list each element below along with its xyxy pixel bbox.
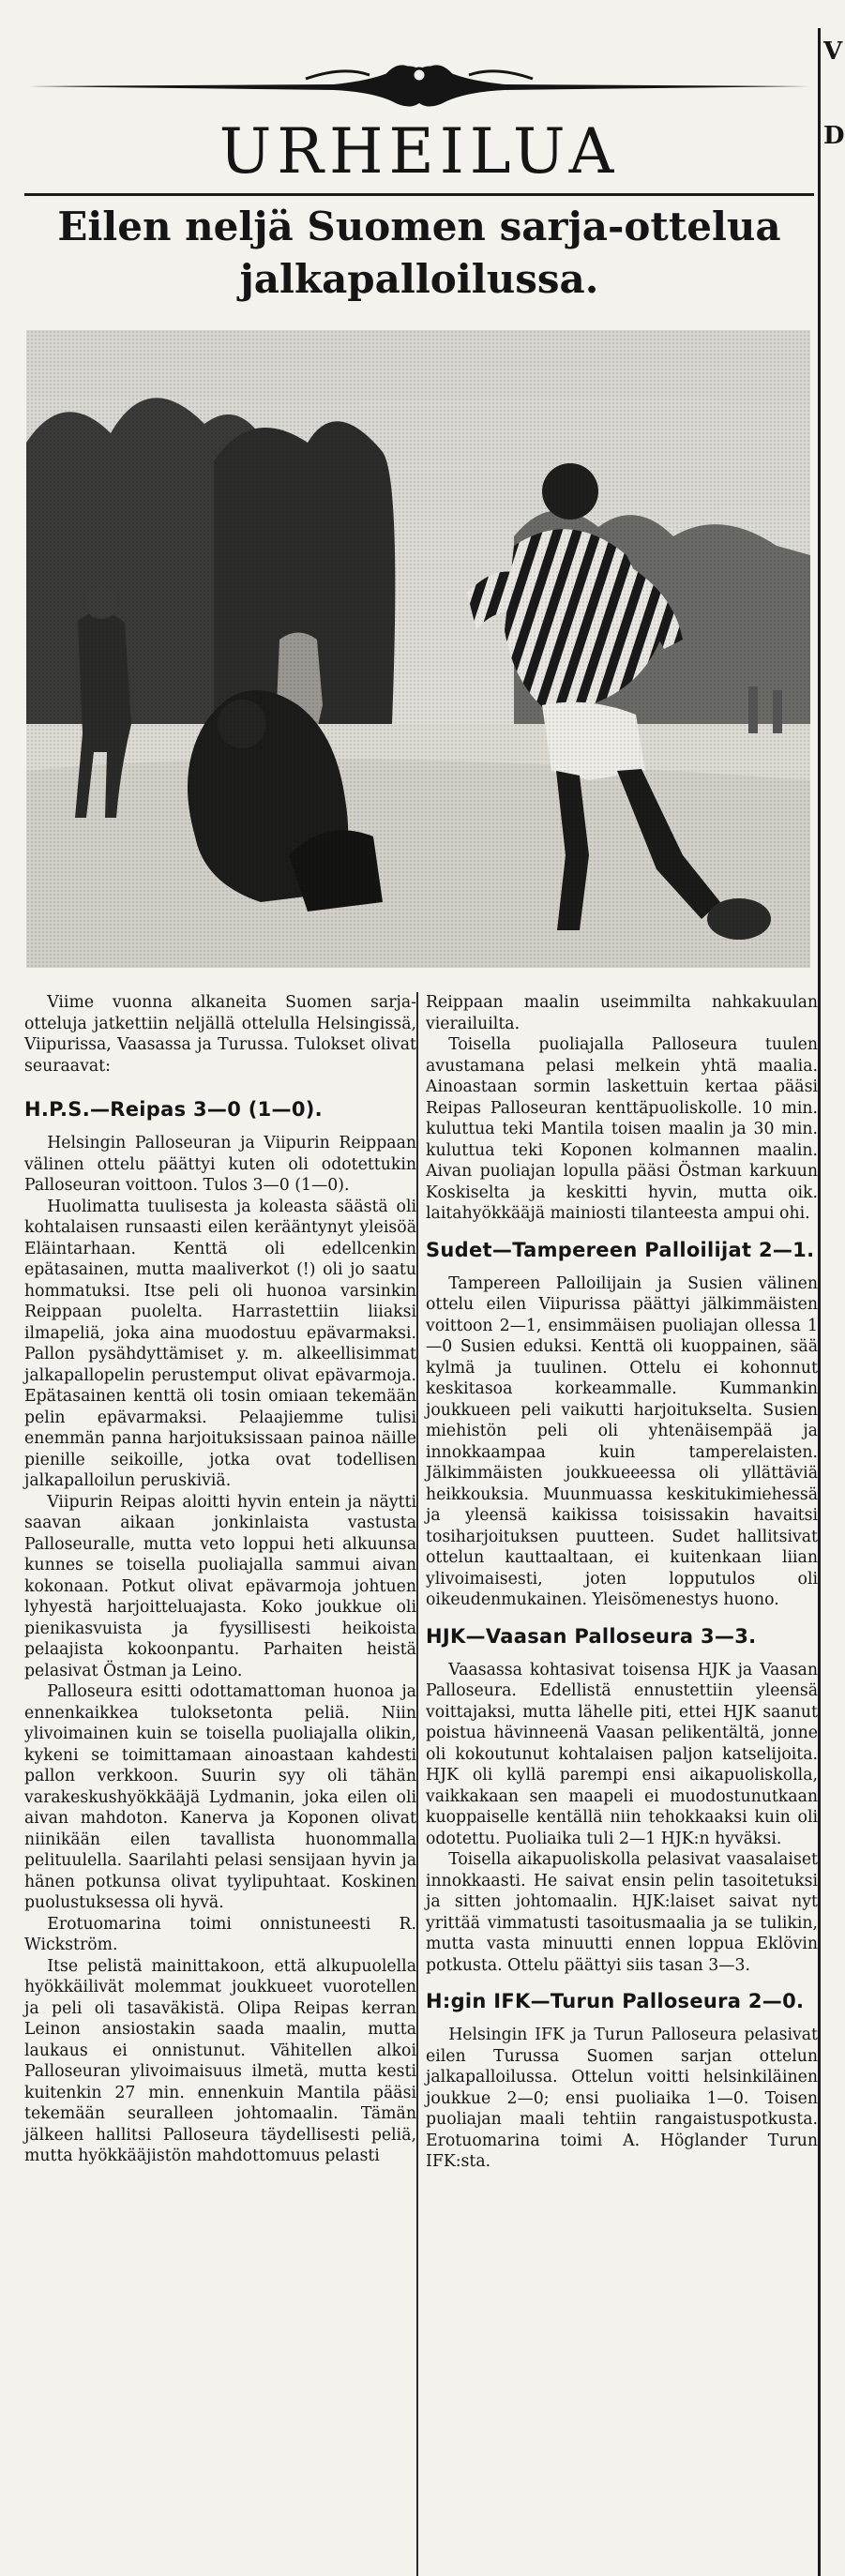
body-paragraph: Vaasassa kohtasivat toisensa HJK ja Vaasan Palloseura. Edellistä ennustettiin yleensä voittajaksi, mutta lähelle piti, ettei HJK saanut poistua hävinneenä Vaasan pelikentältä, jonne oli kokoutunut kohtalaisen paljon katselijoita. HJK oli kyllä parempi ensi aikapuoliskolla, vaikkakaan sen maapeli ei muodostunutkaan kuoppaiselle kentällä niin tehokkaaksi kuin oli odotettu. Puoliaika tuli 2—1 HJK:n hyväksi. <box>426 1660 818 1848</box>
body-paragraph: Huolimatta tuulisesta ja koleasta säästä oli kohtalaisen runsaasti eilen kerääntynyt yleisöä Eläintarhaan. Kenttä oli edellcenkin epätasainen, mutta maaliverkot (!) oli jo saatu hommatuksi. Itse peli oli huonoa varsinkin Reippaan puolelta. Harrastettiin liiaksi ilmapeliä, joka aina muodostuu epävarmaksi. Pallon pysähdyttämiset y. m. alkeellisimmat jalkapallopelin perustemput olivat epävarmoja. Epätasainen kenttä oli tosin omiaan tekemään pelin epävarmaksi. Pelaajiemme tulisi enemmän panna harjoituksissaan painoa näille pienille seikoille, jotka ovat todellisen jalkapalloilun peruskiviä. <box>24 1197 416 1490</box>
edge-fragment: D <box>823 122 845 150</box>
main-headline: Eilen neljä Suomen sarja-ottelua jalkapalloilussa. <box>57 203 781 302</box>
ornamental-header-rule <box>24 47 814 122</box>
column-rule-right-edge <box>818 28 821 2576</box>
body-paragraph: Itse pelistä mainittakoon, että alkupuolella hyökkäilivät molemmat joukkueet vuorotellen ja peli oli tasaväkistä. Olipa Reipas kerran Leinon ansiostakin saada maalin, mutta laukaus ei onnistunut. Vähitellen alkoi Palloseuran ylivoimaisuus ilmetä, mutta kesti kuitenkin 27 min. ennenkuin Mantila pääsi tekemään seuralleen johtomaalin. Tämän jälkeen hallitsi Palloseura täydellisesti peliä, mutta hyökkääjistön mahdottomuus pelasti <box>24 1956 416 2165</box>
body-paragraph: Viipurin Reipas aloitti hyvin entein ja näytti saavan aikaan jonkinlaista vastusta Palloseuralle, mutta veto loppui heti alkuunsa kunnes se toisella puoliajalla sammui aivan kokonaan. Potkut olivat epävarmoja johtuen lyhyestä harjoitteluajasta. Koko joukkue oli pienikasvuista ja fyysillisesti heikoista pelaajista kokoonpantu. Parhaiten heistä pelasivat Östman ja Leino. <box>24 1492 416 1680</box>
body-paragraph: Helsingin IFK ja Turun Palloseura pelasivat eilen Turussa Suomen sarjan ottelun jalkapalloilussa. Ottelun voitti helsinkiläinen joukkue 2—0; ensi puoliaika 1—0. Toisen puoliajan maali tehtiin rangaistuspotkusta. Erotuomarina toimi A. Höglander Turun IFK:sta. <box>426 2026 818 2171</box>
body-paragraph: Erotuomarina toimi onnistuneesti R. Wickström. <box>24 1914 416 1954</box>
body-paragraph: Toisella aikapuoliskolla pelasivat vaasalaiset innokkaasti. He saivat ensin pelin tasoitetuksi ja sitten johtomaalin. HJK:laiset saivat nyt yrittää vimmatusti tasoitusmaalia ja se tulikin, mutta vasta minuutti ennen loppua Eklövin potkusta. Ottelu päättyi siis tasan 3—3. <box>426 1850 818 1975</box>
match-heading-sudet-tampere: Sudet—Tampereen Palloilijat 2—1. <box>426 1238 815 1261</box>
edge-fragment: V <box>823 38 843 66</box>
intro-paragraph: Viime vuonna alkaneita Suomen sarja-otteluja jatkettiin neljällä ottelulla Helsingissä, Viipurissa, Vaasassa ja Turussa. Tulokset olivat seuraavat: <box>24 993 416 1076</box>
body-paragraph: Tampereen Palloilijain ja Susien välinen ottelu eilen Viipurissa päättyi jälkimmäisten voittoon 2—1, ensimmäisen puoliajan ollessa 1—0 Susien eduksi. Kenttä oli kuoppainen, sää kylmä ja tuulinen. Ottelu ei kohonnut keskitasoa korkeammalle. Kummankin joukkueen peli vaikutti harjoitukselta. Susien miehistön peli oli yhtenäisempää ja innokkaampaa kuin tamperelaisten. Jälkimmäisten joukkueeessa oli yllättäviä heikkouksia. Muunmuassa keskitukimiehessä ja yleensä kaikissa toisissakin havaitsi tosiharjoituksen puutteen. Sudet hallitsivat ottelun kauttaaltaan, ei kuitenkaan liian ylivoimaisesti, joten lopputulos oli oikeudenmukainen. Yleisömenestys huono. <box>426 1273 818 1609</box>
body-paragraph: Palloseura esitti odottamattoman huonoa ja ennenkaikkea tuloksetonta peliä. Niin ylivoimainen kuin se toisella puoliajalla olikin, kykeni se toimittamaan ainoastaan kahdesti pallon verkkoon. Suurin syy oli tähän varakeskushyökkääjä Lydmanin, joka eilen oli aivan mahdoton. Kanerva ja Koponen olivat niinikään eilen tavallista huonommalla pelituulella. Saarilahti pelasi sensijaan hyvin ja hänen potkunsa olivat tyylipuhtaat. Koskinen puolustuksessa oli hyvä. <box>24 1682 416 1912</box>
match-heading-hjk-vaasa: HJK—Vaasan Palloseura 3—3. <box>426 1624 757 1648</box>
body-paragraph: Toisella puoliajalla Palloseura tuulen avustamana pelasi melkein yhtä maalia. Ainoastaan sormin laskettuin kertaa pääsi Reipas Palloseuran kenttäpuoliskolle. 10 min. kuluttua teki Mantila toisen maalin ja 30 min. kuluttua teki Koponen kolmannen maalin. Aivan puoliajan lopulla pääsi Östman karkuun Koskiselta ja keskitti hyvin, mutta oik. laitahyökkääjä mainiosti tilanteesta ampui ohi. <box>426 1035 818 1223</box>
article-column-left <box>24 992 416 2167</box>
match-heading-ifk-turku: H:gin IFK—Turun Palloseura 2—0. <box>426 1990 805 2012</box>
match-photograph <box>26 330 810 968</box>
column-separator <box>416 992 418 2576</box>
match-heading-hps-reipas: H.P.S.—Reipas 3—0 (1—0). <box>24 1098 323 1121</box>
title-divider <box>24 193 814 196</box>
section-title: URHEILUA <box>219 115 620 188</box>
article-column-right <box>426 992 818 2173</box>
body-paragraph: Helsingin Palloseuran ja Viipurin Reippaan välinen ottelu päättyi kuten oli odotettukin Palloseuran voittoon. Tulos 3—0 (1—0). <box>24 1134 416 1195</box>
continued-paragraph: Reippaan maalin useimmilta nahkakuulan vierailuilta. <box>426 993 818 1033</box>
